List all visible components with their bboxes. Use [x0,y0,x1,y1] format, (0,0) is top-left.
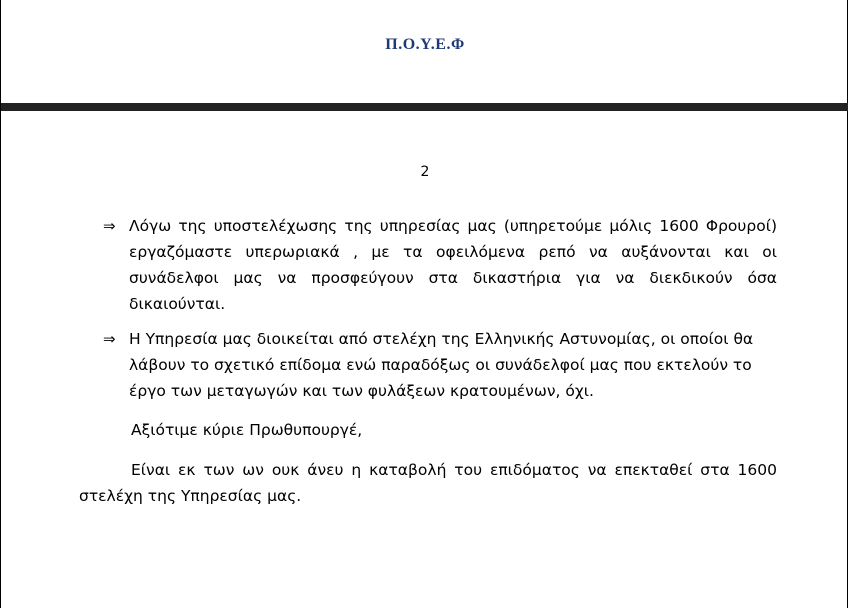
header-divider [1,103,848,111]
bullet-item [103,213,777,317]
bullet-text: Η Υπηρεσία μας διοικείται από στελέχη της Ελληνικής Αστυνομίας, οι οποίοι θα λάβουν το σχετικό επίδομα ενώ παραδόξως οι συνάδελφοί μας που εκτελούν το έργο των μεταγωγών και των φυλάξεων κρατουμένων, όχι. [129,330,754,400]
closing-paragraph: Είναι εκ των ων ουκ άνευ η καταβολή του επιδόματος να επεκταθεί στα 1600 στελέχη της Υπηρεσίας μας. [79,461,777,505]
double-arrow-icon: ⇒ [103,217,116,235]
bullet-item [103,326,773,404]
salutation: Αξιότιμε κύριε Πρωθυπουργέ, [131,421,363,439]
double-arrow-icon: ⇒ [103,330,116,348]
page-number: 2 [420,164,430,180]
organization-title: Π.Ο.Υ.Ε.Φ [385,36,465,53]
bullet-text: Λόγω της υποστελέχωσης της υπηρεσίας μας (υπηρετούμε μόλις 1600 Φρουροί) εργαζόμαστε υπερωριακά , με τα οφειλόμενα ρεπό να αυξάνονται και οι συνάδελφοι μας να προσφεύγουν στα δικαστήρια για να διεκδικούν όσα δικαιούνται. [129,217,777,313]
